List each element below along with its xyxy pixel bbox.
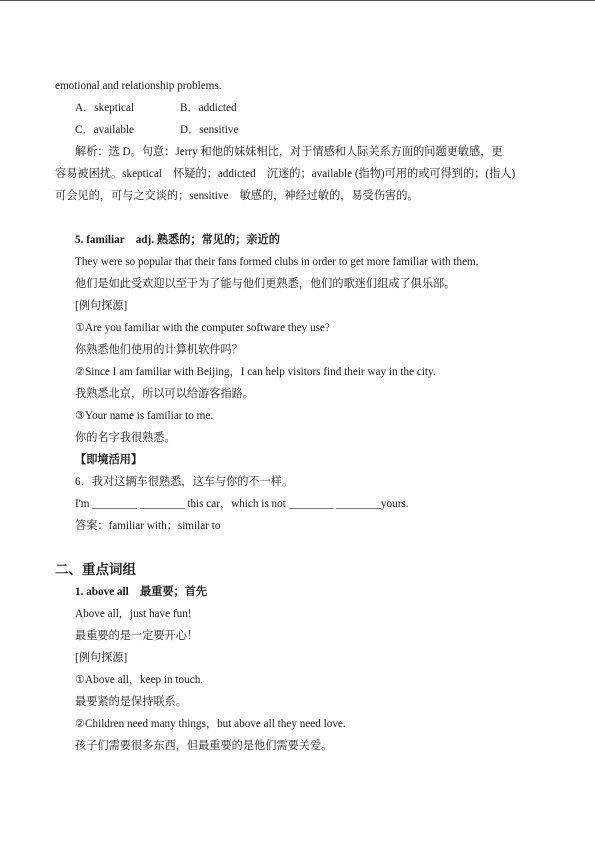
option-c: C．available (75, 124, 135, 136)
analysis-line-1: 解析：选 D。句意：Jerry 和他的妹妹相比，对于情感和人际关系方面的问题更敏感，更 (75, 146, 503, 158)
phrase-source-label: [例句探源] (75, 652, 128, 664)
sentence-1-english: ①Are you familiar with the computer software they use? (75, 322, 330, 334)
phrase-heading-above-all: 1. above all 最重要；首先 (75, 586, 208, 598)
question-6: 6．我对这辆车很熟悉，这车与你的不一样。 (75, 476, 294, 488)
option-d: D．sensitive (180, 124, 239, 136)
phrase-example-english: Above all，just have fun! (75, 608, 192, 620)
page-top-rule (0, 0, 595, 1)
sentence-2-english: ②Since I am familiar with Beijing，I can help visitors find their way in the city. (75, 366, 436, 378)
phrase-example-chinese: 最重要的是一定要开心！ (75, 630, 199, 642)
example-english: They were so popular that their fans formed clubs in order to get more familiar with them. (75, 256, 479, 268)
analysis-line-2: 容易被困扰。skeptical 怀疑的；addicted 沉迷的；available (指物)可用的或可得到的；(指人) (55, 168, 516, 180)
phrase-sentence-1-chinese: 最要紧的是保持联系。 (75, 696, 187, 708)
answer-text: 答案：familiar with；similar to (75, 520, 221, 532)
section-title-key-phrases: 二、重点词组 (55, 562, 136, 577)
example-source-label: [例句探源] (75, 300, 128, 312)
sentence-3-chinese: 你的名字我很熟悉。 (75, 432, 176, 444)
phrase-sentence-2-english: ②Children need many things，but above all they need love. (75, 718, 346, 730)
sentence-1-chinese: 你熟悉他们使用的计算机软件吗？ (75, 344, 243, 356)
analysis-line-3: 可会见的，可与之交谈的；sensitive 敏感的，神经过敏的，易受伤害的。 (55, 190, 419, 202)
option-row-ab (75, 101, 275, 115)
sentence-2-chinese: 我熟悉北京，所以可以给游客指路。 (75, 388, 255, 400)
word-heading-familiar: 5. familiar adj. 熟悉的；常见的；亲近的 (75, 234, 280, 246)
phrase-sentence-2-chinese: 孩子们需要很多东西，但最重要的是他们需要关爱。 (75, 740, 333, 752)
option-b: B．addicted (180, 102, 237, 114)
question-stem-tail: emotional and relationship problems. (55, 80, 222, 92)
option-a: A．skeptical (75, 102, 135, 114)
example-chinese: 他们是如此受欢迎以至于为了能与他们更熟悉，他们的歌迷们组成了俱乐部。 (75, 278, 456, 290)
practice-label: 【即境活用】 (75, 454, 143, 466)
option-row-cd (75, 123, 275, 137)
sentence-3-english: ③Your name is familiar to me. (75, 410, 214, 422)
phrase-sentence-1-english: ①Above all，keep in touch. (75, 674, 204, 686)
question-6-blanks: I'm ________ ________ this car，which is not ________ ________yours. (75, 498, 409, 510)
